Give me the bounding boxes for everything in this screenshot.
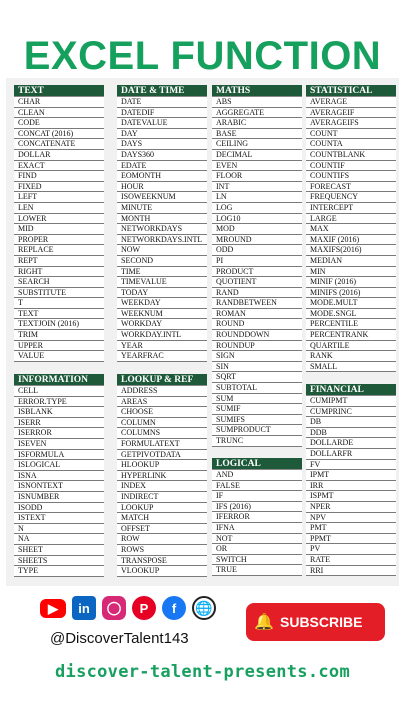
function-item: SIN: [212, 362, 302, 373]
function-item: TEXTJOIN (2016): [14, 319, 104, 330]
function-item: CUMPRINC: [306, 407, 396, 418]
function-item: SQRT: [212, 372, 302, 383]
function-item: DECIMAL: [212, 150, 302, 161]
function-item: SMALL: [306, 362, 396, 373]
function-item: IFNA: [212, 523, 302, 534]
function-item: ISEVEN: [14, 439, 104, 450]
function-item: MATCH: [117, 513, 207, 524]
function-item: SEARCH: [14, 277, 104, 288]
function-item: ODD: [212, 245, 302, 256]
function-item: ROMAN: [212, 309, 302, 320]
function-item: FLOOR: [212, 171, 302, 182]
function-item: COUNTA: [306, 139, 396, 150]
function-sheet: [6, 78, 399, 586]
function-item: FIND: [14, 171, 104, 182]
function-item: DOLLARDE: [306, 438, 396, 449]
function-item: DATEVALUE: [117, 118, 207, 129]
subscribe-label: SUBSCRIBE: [280, 614, 363, 630]
function-item: AVERAGEIFS: [306, 118, 396, 129]
function-item: AREAS: [117, 397, 207, 408]
function-item: VLOOKUP: [117, 566, 207, 577]
function-item: WEEKDAY: [117, 298, 207, 309]
function-item: FALSE: [212, 481, 302, 492]
function-item: FREQUENCY: [306, 192, 396, 203]
function-item: LOG: [212, 203, 302, 214]
function-item: PI: [212, 256, 302, 267]
function-item: HLOOKUP: [117, 460, 207, 471]
function-item: MINIF (2016): [306, 277, 396, 288]
function-item: SIGN: [212, 351, 302, 362]
function-item: TIMEVALUE: [117, 277, 207, 288]
function-item: ISERROR: [14, 428, 104, 439]
function-item: DOLLARFR: [306, 449, 396, 460]
function-item: ADDRESS: [117, 386, 207, 397]
function-item: IPMT: [306, 470, 396, 481]
function-item: TEXT: [14, 309, 104, 320]
function-item: LARGE: [306, 214, 396, 225]
function-item: FORMULATEXT: [117, 439, 207, 450]
section-header: INFORMATION: [14, 374, 104, 386]
social-icons: [40, 596, 216, 620]
function-item: YEAR: [117, 341, 207, 352]
section-header: TEXT: [14, 85, 104, 97]
function-item: LN: [212, 192, 302, 203]
function-item: N: [14, 524, 104, 535]
section-information: [14, 374, 104, 577]
page-title: EXCEL FUNCTION: [23, 34, 382, 78]
function-item: ISODD: [14, 503, 104, 514]
function-item: PV: [306, 544, 396, 555]
function-item: NPER: [306, 502, 396, 513]
function-item: ROW: [117, 534, 207, 545]
function-item: RANDBETWEEN: [212, 298, 302, 309]
function-item: RRI: [306, 566, 396, 577]
function-item: NOW: [117, 245, 207, 256]
function-item: LEFT: [14, 192, 104, 203]
function-item: ISLOGICAL: [14, 460, 104, 471]
function-item: PPMT: [306, 534, 396, 545]
function-item: MODE.MULT: [306, 298, 396, 309]
function-item: LOWER: [14, 214, 104, 225]
function-item: GETPIVOTDATA: [117, 450, 207, 461]
function-item: PROPER: [14, 235, 104, 246]
function-item: HOUR: [117, 182, 207, 193]
function-item: RATE: [306, 555, 396, 566]
function-item: MINIFS (2016): [306, 288, 396, 299]
section-financial: [306, 384, 396, 576]
function-item: EVEN: [212, 161, 302, 172]
function-item: ABS: [212, 97, 302, 108]
section-date-time: [117, 85, 207, 362]
section-header: MATHS: [212, 85, 302, 97]
function-item: FORECAST: [306, 182, 396, 193]
function-item: ISNUMBER: [14, 492, 104, 503]
function-item: RIGHT: [14, 267, 104, 278]
section-header: LOGICAL: [212, 458, 302, 470]
function-item: LOG10: [212, 214, 302, 225]
function-item: IFERROR: [212, 512, 302, 523]
function-item: WORKDAY.INTL: [117, 330, 207, 341]
instagram-icon[interactable]: ◯: [102, 596, 126, 620]
function-item: AVERAGE: [306, 97, 396, 108]
function-item: AGGREGATE: [212, 108, 302, 119]
function-item: TRANSPOSE: [117, 556, 207, 567]
section-maths: [212, 85, 302, 447]
function-item: MEDIAN: [306, 256, 396, 267]
section-text: [14, 85, 104, 362]
function-item: TRIM: [14, 330, 104, 341]
function-item: IRR: [306, 481, 396, 492]
function-item: SHEET: [14, 545, 104, 556]
linkedin-icon[interactable]: in: [72, 596, 96, 620]
function-item: NPV: [306, 513, 396, 524]
function-item: SUMIF: [212, 404, 302, 415]
function-item: COUNT: [306, 129, 396, 140]
social-handle: @DiscoverTalent143: [50, 630, 189, 647]
function-item: FIXED: [14, 182, 104, 193]
function-item: SUMIFS: [212, 415, 302, 426]
function-item: RANK: [306, 351, 396, 362]
function-item: TRUE: [212, 565, 302, 576]
section-lookup-ref: [117, 374, 207, 577]
section-logical: [212, 458, 302, 576]
function-item: REPLACE: [14, 245, 104, 256]
function-item: DDB: [306, 428, 396, 439]
function-item: COUNTIFS: [306, 171, 396, 182]
function-item: AND: [212, 470, 302, 481]
function-item: DOLLAR: [14, 150, 104, 161]
function-item: MONTH: [117, 214, 207, 225]
function-item: QUOTIENT: [212, 277, 302, 288]
globe-icon[interactable]: 🌐: [192, 596, 216, 620]
function-item: ISFORMULA: [14, 450, 104, 461]
function-item: CONCAT (2016): [14, 129, 104, 140]
function-item: CEILING: [212, 139, 302, 150]
function-item: SUBSTITUTE: [14, 288, 104, 299]
section-header: DATE & TIME: [117, 85, 207, 97]
function-item: SUBTOTAL: [212, 383, 302, 394]
function-item: DB: [306, 417, 396, 428]
bell-icon: 🔔: [254, 614, 274, 631]
function-item: TODAY: [117, 288, 207, 299]
function-item: CUMIPMT: [306, 396, 396, 407]
function-item: CELL: [14, 386, 104, 397]
function-item: UPPER: [14, 341, 104, 352]
function-item: TIME: [117, 267, 207, 278]
function-item: WEEKNUM: [117, 309, 207, 320]
section-header: STATISTICAL: [306, 85, 396, 97]
function-item: EXACT: [14, 161, 104, 172]
function-item: MOD: [212, 224, 302, 235]
function-item: MROUND: [212, 235, 302, 246]
function-item: QUARTILE: [306, 341, 396, 352]
function-item: MAXIFS(2016): [306, 245, 396, 256]
function-item: ISPMT: [306, 491, 396, 502]
function-item: VALUE: [14, 351, 104, 362]
function-item: AVERAGEIF: [306, 108, 396, 119]
website-url: discover-talent-presents.com: [55, 662, 350, 682]
function-item: COUNTIF: [306, 161, 396, 172]
facebook-icon[interactable]: f: [162, 596, 186, 620]
function-item: T: [14, 298, 104, 309]
function-item: LEN: [14, 203, 104, 214]
function-item: RAND: [212, 288, 302, 299]
function-item: PMT: [306, 523, 396, 534]
function-item: ISNONTEXT: [14, 481, 104, 492]
function-item: ISOWEEKNUM: [117, 192, 207, 203]
function-item: INDEX: [117, 481, 207, 492]
youtube-icon[interactable]: ▶: [40, 599, 66, 618]
function-item: INDIRECT: [117, 492, 207, 503]
function-item: NETWORKDAYS: [117, 224, 207, 235]
function-item: SUMPRODUCT: [212, 425, 302, 436]
function-item: COLUMNS: [117, 428, 207, 439]
function-item: ROUND: [212, 319, 302, 330]
function-item: LOOKUP: [117, 503, 207, 514]
function-item: EOMONTH: [117, 171, 207, 182]
function-item: ISERR: [14, 418, 104, 429]
function-item: MAX: [306, 224, 396, 235]
function-item: NETWORKDAYS.INTL: [117, 235, 207, 246]
function-item: SECOND: [117, 256, 207, 267]
function-item: DATE: [117, 97, 207, 108]
function-item: EDATE: [117, 161, 207, 172]
function-item: IF: [212, 491, 302, 502]
function-item: COLUMN: [117, 418, 207, 429]
function-item: PRODUCT: [212, 267, 302, 278]
function-item: ISTEXT: [14, 513, 104, 524]
function-item: DAYS: [117, 139, 207, 150]
function-item: WORKDAY: [117, 319, 207, 330]
function-item: SWITCH: [212, 555, 302, 566]
function-item: TRUNC: [212, 436, 302, 447]
section-header: FINANCIAL: [306, 384, 396, 396]
function-item: CODE: [14, 118, 104, 129]
function-item: COUNTBLANK: [306, 150, 396, 161]
function-item: MINUTE: [117, 203, 207, 214]
function-item: CHOOSE: [117, 407, 207, 418]
function-item: DAY: [117, 129, 207, 140]
function-item: DATEDIF: [117, 108, 207, 119]
function-item: CONCATENATE: [14, 139, 104, 150]
function-item: ISNA: [14, 471, 104, 482]
function-item: HYPERLINK: [117, 471, 207, 482]
subscribe-button[interactable]: [246, 603, 385, 641]
function-item: TYPE: [14, 566, 104, 577]
function-item: ARABIC: [212, 118, 302, 129]
function-item: MODE.SNGL: [306, 309, 396, 320]
function-item: OR: [212, 544, 302, 555]
function-item: CHAR: [14, 97, 104, 108]
function-item: ROUNDUP: [212, 341, 302, 352]
function-item: IFS (2016): [212, 502, 302, 513]
function-item: NOT: [212, 534, 302, 545]
section-statistical: [306, 85, 396, 372]
pinterest-icon[interactable]: P: [132, 596, 156, 620]
function-item: SHEETS: [14, 556, 104, 567]
function-item: MID: [14, 224, 104, 235]
function-item: MAXIF (2016): [306, 235, 396, 246]
function-item: DAYS360: [117, 150, 207, 161]
function-item: OFFSET: [117, 524, 207, 535]
section-header: LOOKUP & REF: [117, 374, 207, 386]
function-item: PERCENTILE: [306, 319, 396, 330]
function-item: INT: [212, 182, 302, 193]
function-item: YEARFRAC: [117, 351, 207, 362]
function-item: CLEAN: [14, 108, 104, 119]
function-item: SUM: [212, 394, 302, 405]
function-item: ISBLANK: [14, 407, 104, 418]
function-item: FV: [306, 460, 396, 471]
function-item: ROWS: [117, 545, 207, 556]
function-item: MIN: [306, 267, 396, 278]
function-item: ROUNDDOWN: [212, 330, 302, 341]
function-item: PERCENTRANK: [306, 330, 396, 341]
function-item: NA: [14, 534, 104, 545]
function-item: REPT: [14, 256, 104, 267]
function-item: INTERCEPT: [306, 203, 396, 214]
function-item: BASE: [212, 129, 302, 140]
function-item: ERROR.TYPE: [14, 397, 104, 408]
